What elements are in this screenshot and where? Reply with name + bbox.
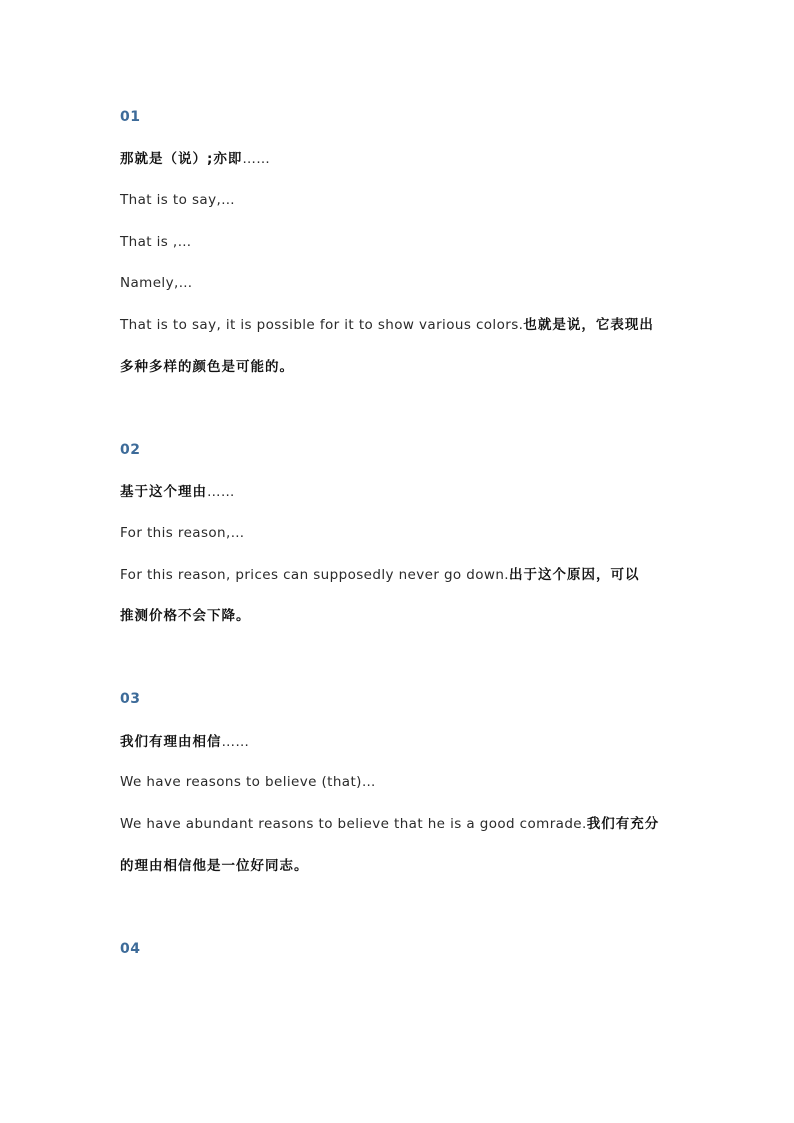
heading-dots: ……: [242, 151, 271, 167]
heading-zh: 基于这个理由: [120, 484, 207, 500]
example-sentence: [120, 815, 680, 833]
phrase: That is to say,…: [120, 192, 236, 208]
heading-zh: 我们有理由相信: [120, 734, 222, 750]
phrase: Namely,…: [120, 275, 193, 291]
section-number: 03: [120, 691, 141, 707]
example-en: For this reason, prices can supposedly never go down.: [120, 567, 510, 583]
example-zh-continued: 的理由相信他是一位好同志。: [120, 858, 309, 874]
phrase: That is ,…: [120, 234, 192, 250]
heading-dots: ……: [221, 734, 250, 750]
section-number: 01: [120, 109, 141, 125]
example-zh-continued: 多种多样的颜色是可能的。: [120, 359, 294, 375]
example-zh: 也就是说，它表现出: [523, 317, 654, 333]
phrase: We have reasons to believe (that)…: [120, 774, 376, 790]
phrase: For this reason,…: [120, 525, 245, 541]
example-sentence: [120, 316, 680, 334]
example-zh: 我们有充分: [586, 816, 660, 832]
section-number: 04: [120, 941, 141, 957]
example-sentence: [120, 566, 680, 584]
example-en: That is to say, it is possible for it to show various colors.: [120, 317, 524, 333]
heading-dots: ……: [207, 484, 235, 500]
section-number: 02: [120, 442, 141, 458]
section-heading: [120, 150, 680, 168]
example-zh: 出于这个原因，可以: [509, 567, 640, 583]
section-heading: [120, 733, 680, 751]
section-heading: [120, 483, 680, 501]
example-en: We have abundant reasons to believe that he is a good comrade.: [120, 816, 587, 832]
heading-zh: 那就是（说）;亦即: [120, 151, 243, 167]
example-zh-continued: 推测价格不会下降。: [120, 608, 251, 624]
